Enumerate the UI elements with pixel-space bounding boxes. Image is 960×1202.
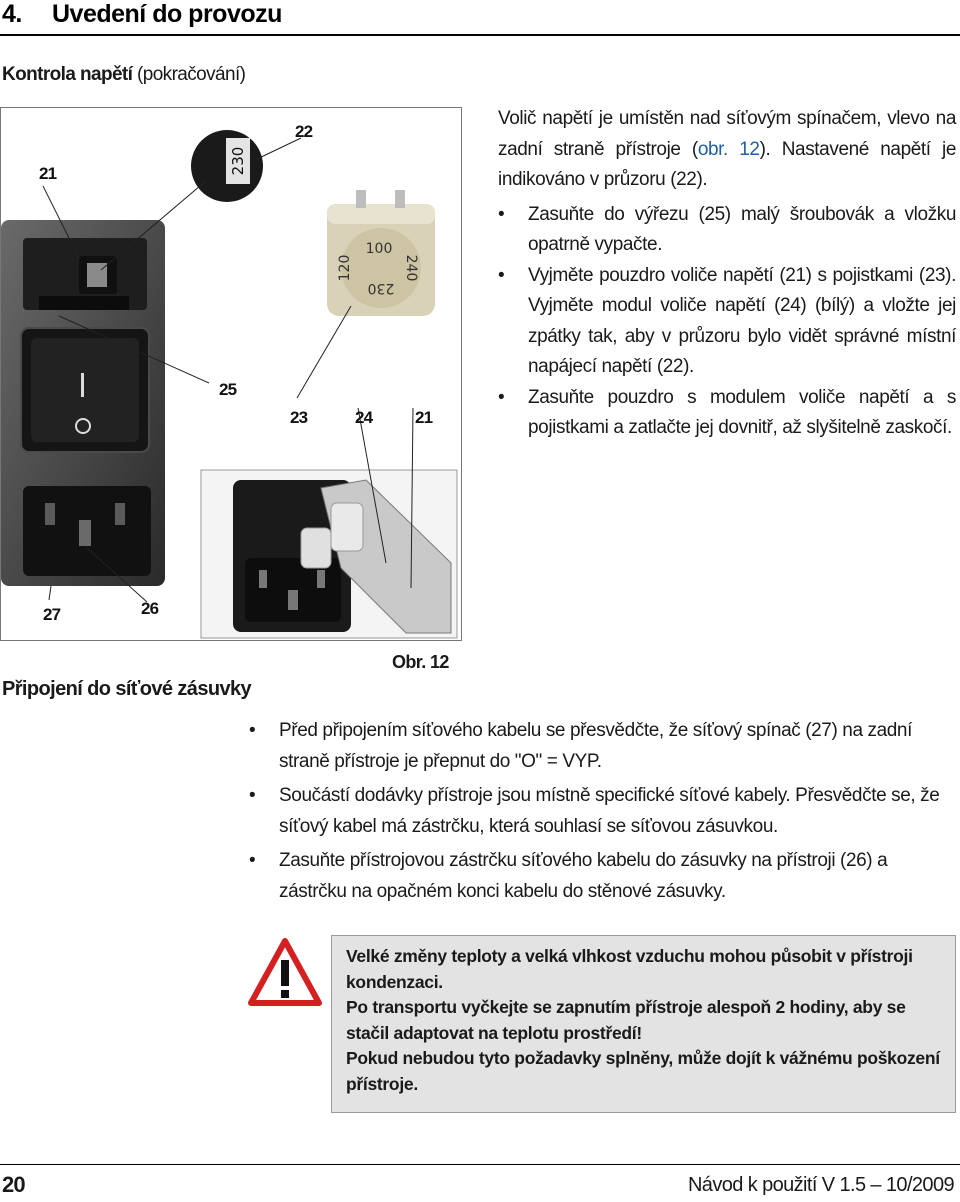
warning-line-1: Velké změny teploty a velká vlhkost vzduchu mohou působit v přístroji kondenzaci. [346, 946, 913, 992]
figure-photo-illustration [1, 108, 461, 640]
mains-bullet-1: • Před připojením síťového kabelu se přesvědčte, že síťový spínač (27) na zadní straně přístroje je přepnut do "O" = VYP. [249, 716, 955, 777]
label-22: 22 [295, 122, 313, 141]
warning-line-3: Pokud nebudou tyto požadavky splněny, může dojít k vážnému poškození přístroje. [346, 1048, 940, 1094]
section-title-main: Kontrola napětí [2, 64, 133, 85]
label-24: 24 [355, 408, 373, 427]
warning-triangle-icon [248, 938, 322, 1006]
document-version: Návod k použití V 1.5 – 10/2009 [687, 1174, 954, 1196]
selector-window-text: 230 [229, 146, 247, 176]
instruction-bullet-1: • Zasuňte do výřezu (25) malý šroubovák a vložku opatrně vypačte. [498, 200, 956, 261]
mains-connection-instructions [249, 716, 955, 911]
chapter-number: 4. [2, 0, 22, 28]
subsection-title: Připojení do síťové zásuvky [2, 678, 252, 700]
intro-paragraph [498, 104, 956, 196]
section-title [2, 64, 245, 86]
chapter-title: Uvedení do provozu [52, 0, 282, 28]
intro-text-1: Volič napětí je umístěn nad síťovým spínačem, vlevo na zadní straně přístroje ( [498, 108, 956, 160]
intro-text-2: ). Nastavené napětí je indikováno v průzoru (22). [498, 138, 957, 190]
figure-12 [0, 107, 462, 641]
instruction-bullet-3: • Zasuňte pouzdro s modulem voliče napětí a s pojistkami a zatlačte jej dovnitř, až slyšitelně zaskočí. [498, 383, 956, 444]
instruction-bullet-2: • Vyjměte pouzdro voliče napětí (21) s pojistkami (23). Vyjměte modul voliče napětí (24) (bílý) a vložte jej zpátky tak, aby v průzoru bylo vidět správné místní napájecí napětí (22). [498, 261, 956, 383]
module-value-120: 120 [337, 254, 353, 282]
mains-bullet-3: • Zasuňte přístrojovou zástrčku síťového kabelu do zásuvky na přístroji (26) a zástrčku na opačném konci kabelu do stěnové zásuvky. [249, 846, 955, 907]
section-title-suffix: (pokračování) [132, 64, 246, 85]
module-value-230: 230 [367, 280, 395, 296]
page-number: 20 [2, 1172, 25, 1197]
figure-caption: Obr. 12 [392, 652, 449, 672]
header-rule [0, 34, 960, 36]
module-value-100: 100 [365, 241, 393, 257]
module-value-240: 240 [403, 254, 419, 282]
label-23: 23 [290, 408, 308, 427]
label-27: 27 [43, 605, 61, 624]
label-26: 26 [141, 599, 159, 618]
warning-line-2: Po transportu vyčkejte se zapnutím přístroje alespoň 2 hodiny, aby se stačil adaptovat na teplotu prostředí! [346, 997, 906, 1043]
label-25: 25 [219, 380, 237, 399]
label-21-top: 21 [39, 164, 57, 183]
footer-rule [0, 1164, 960, 1165]
mains-bullet-2: • Součástí dodávky přístroje jsou místně specifické síťové kabely. Přesvědčte se, že síťový kabel má zástrčku, která souhlasí se síťovou zásuvkou. [249, 781, 955, 842]
label-21-bottom: 21 [415, 408, 433, 427]
voltage-selector-instructions [498, 104, 956, 444]
warning-box [331, 935, 956, 1113]
figure-reference-link[interactable]: obr. 12 [697, 138, 760, 160]
